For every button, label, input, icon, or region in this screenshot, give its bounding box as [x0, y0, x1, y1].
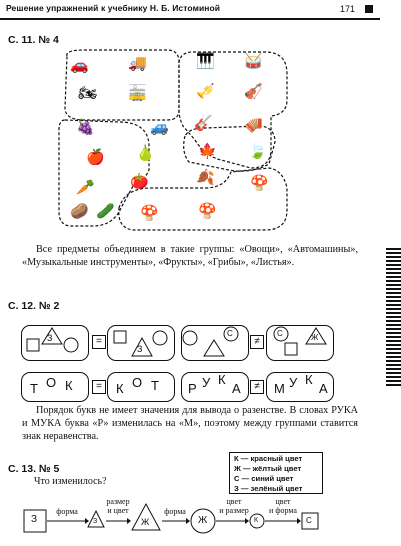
grapes-icon: 🍇 [76, 118, 95, 136]
card-letter: М [274, 381, 285, 396]
legend-entry: Ж — жёлтый цвет [234, 464, 302, 473]
ex12-answer: Порядок букв не имеет значения для вывода о разенстве. В словах РУКА и МУКА буква «Р» изменилась на «М», поэтому между группами ставится знак неравенства. [22, 405, 358, 442]
card-letter: О [46, 375, 57, 390]
pear-icon: 🍐 [136, 144, 155, 162]
page-number: 171 [340, 4, 356, 14]
equals-sign: = [92, 335, 106, 349]
card-letter: У [202, 375, 211, 390]
equals-sign: = [92, 380, 106, 394]
chain-letter: С [306, 516, 312, 525]
accordion-icon: 🪗 [244, 116, 263, 134]
drum-icon: 🥁 [244, 52, 263, 70]
card-letter: К [305, 372, 313, 387]
card-letter: А [319, 381, 328, 396]
potato-icon: 🥔 [70, 202, 89, 220]
shape-letter: Ж [311, 333, 319, 342]
piano-icon: 🎹 [196, 52, 215, 70]
arrow-label: цвет и форма [269, 497, 297, 515]
maple-leaf-icon: 🍁 [198, 142, 217, 160]
card-letter: К [116, 381, 124, 396]
card-letter: Т [151, 378, 159, 393]
arrow-label: форма [56, 507, 78, 516]
card-letter: А [232, 381, 241, 396]
car-icon: 🚗 [70, 56, 89, 74]
card-letter: Т [30, 381, 38, 396]
chain-letter: К [254, 517, 259, 524]
ex11-answer: Все предметы объединяем в такие группы: «Овощи», «Автомашины», «Музыкальные инструменты», «Фрукты», «Грибы», «Листья». [22, 244, 358, 268]
card-letter: У [289, 375, 298, 390]
oak-leaf-icon: 🍂 [196, 168, 215, 186]
ex13-question: Что изменилось? [34, 476, 107, 487]
chain-letter: Ж [198, 515, 208, 526]
arrow-label: цвет и размер [219, 497, 249, 515]
carrot-icon: 🥕 [76, 178, 95, 196]
cucumber-icon: 🥒 [96, 202, 115, 220]
truck-icon: 🚚 [128, 54, 147, 72]
shape-letter: З [47, 333, 53, 343]
chain-letter: Ж [141, 517, 150, 527]
shape-letter: С [227, 329, 233, 338]
arrow-label: размер и цвет [106, 497, 130, 515]
arrow-label: форма [164, 507, 186, 516]
birch-leaf-icon: 🍃 [248, 142, 267, 160]
card-letter: Р [188, 381, 197, 396]
card-letter: О [132, 375, 143, 390]
ex11-heading: С. 11. № 4 [8, 34, 59, 46]
guitar-icon: 🎸 [194, 114, 213, 132]
legend-entry: С — синий цвет [234, 474, 294, 483]
tram-icon: 🚋 [128, 84, 147, 102]
boletus-icon: 🍄 [250, 174, 269, 192]
shape-letter: З [137, 344, 143, 354]
apple-icon: 🍎 [86, 148, 105, 166]
ex12-heading: С. 12. № 2 [8, 300, 60, 312]
trumpet-icon: 🎺 [196, 82, 215, 100]
not-equal-sign: ≠ [250, 335, 264, 349]
not-equal-sign: ≠ [250, 380, 264, 394]
card-letter: К [65, 378, 73, 393]
chain-letter: З [31, 514, 38, 525]
ex13-heading: С. 13. № 5 [8, 463, 60, 475]
motorcycle-icon: 🏍 [78, 84, 98, 102]
shape-letter: С [277, 329, 283, 338]
tomato-icon: 🍅 [130, 172, 149, 190]
mushroom-icon: 🍄 [140, 204, 159, 222]
card-letter: К [218, 372, 226, 387]
legend-entry: З — зелёный цвет [234, 484, 303, 493]
violin-icon: 🎻 [244, 82, 263, 100]
legend-entry: К — красный цвет [234, 454, 303, 463]
chain-letter: З [93, 518, 98, 525]
fly-agaric-icon: 🍄 [198, 202, 217, 220]
running-title: Решение упражнений к учебнику Н. Б. Истоминой [6, 3, 221, 13]
sedan-icon: 🚙 [150, 118, 169, 136]
